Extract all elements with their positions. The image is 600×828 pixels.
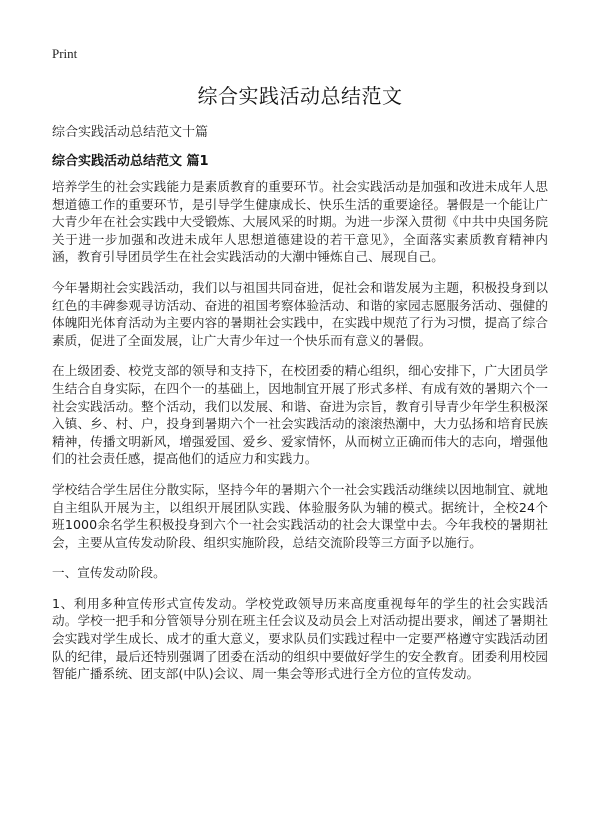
paragraph-5: 1、利用多种宣传形式宣传发动。学校党政领导历来高度重视每年的学生的社会实践活动。学校一把手和分管领导分别在班主任会议及动员会上对活动提出要求，阐述了暑期社会实践对学生成长、成才的重大意义，要求队员们实践过程中一定要严格遵守实践活动团队的纪律，最后还特别强调了团委在活动的组织中要做好学生的安全教育。团委利用校园智能广播系统、团支部(中队)会议、周一集会等形式进行全方位的宣传发动。 bbox=[52, 595, 548, 682]
paragraph-1: 培养学生的社会实践能力是素质教育的重要环节。社会实践活动是加强和改进未成年人思想道德工作的重要环节，是引导学生健康成长、快乐生活的重要途径。暑假是一个能让广大青少年在社会实践中大受锻炼、大展风采的时期。为进一步深入贯彻《中共中央国务院关于进一步加强和改进未成年人思想道德建设的若干意见》，全面落实素质教育精神内涵，教育引导团员学生在社会实践活动的大潮中锤炼自己、展现自己。 bbox=[52, 179, 548, 265]
paragraph-2: 今年暑期社会实践活动，我们以与祖国共同奋进，促社会和谐发展为主题，积极投身到以红色的丰碑参观寻访活动、奋进的祖国考察体验活动、和谐的家园志愿服务活动、强健的体魄阳光体育活动为主要内容的暑期社会实践中，在实践中规范了行为习惯，提高了综合素质，促进了全面发展，让广大青少年过一个快乐而有意义的暑假。 bbox=[52, 279, 548, 348]
document-body bbox=[52, 178, 548, 696]
print-link[interactable]: Print bbox=[52, 46, 78, 61]
paragraph-3: 在上级团委、校党支部的领导和支持下，在校团委的精心组织，细心安排下，广大团员学生结合自身实际，在四个一的基础上，因地制宜开展了形式多样、有成有效的暑期六个一社会实践活动。整个活动，我们以发展、和谐、奋进为宗旨，教育引导青少年学生积极深入镇、乡、村、户，投身到暑期六个一社会实践活动的滚滚热潮中，大力弘扬和培育民族精神，传播文明新风，增强爱国、爱乡、爱家情怀，从而树立正确而伟大的志向，增强他们的社会责任感，提高他们的适应力和实践力。 bbox=[52, 363, 548, 467]
subsection-heading: 一、宣传发动阶段。 bbox=[52, 565, 166, 581]
paragraph-4: 学校结合学生居住分散实际，坚持今年的暑期六个一社会实践活动继续以因地制宜、就地自主组队开展为主，以组织开展团队实践、体验服务队为辅的模式。据统计，全校24个班1000余名学生积极投身到六个一社会实践活动的社会大课堂中去。今年我校的暑期社会，主要从宣传发动阶段、组织实施阶段，总结交流阶段等三方面予以施行。 bbox=[52, 481, 548, 550]
document-subtitle: 综合实践活动总结范文十篇 bbox=[52, 125, 209, 140]
page-title: 综合实践活动总结范文 bbox=[197, 84, 403, 108]
section-heading: 综合实践活动总结范文 篇1 bbox=[52, 154, 209, 169]
